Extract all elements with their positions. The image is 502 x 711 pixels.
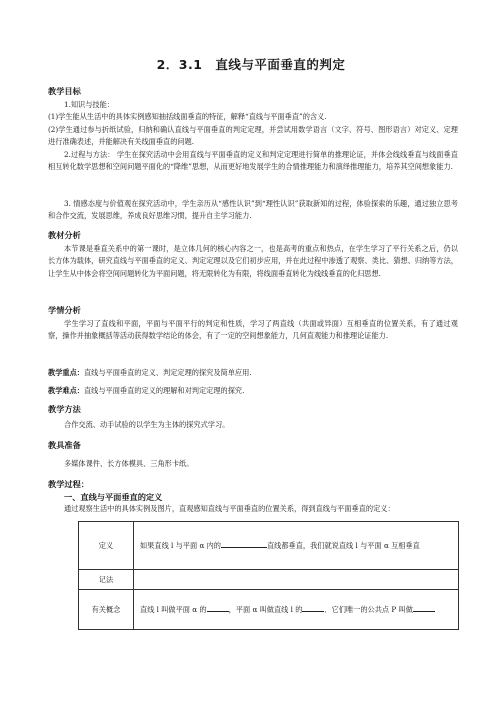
concepts-text-b: ，平面 α 叫做直线 l 的 (228, 605, 303, 614)
method-text: 合作交流、动手试验的以学生为主体的探究式学习。 (64, 420, 230, 429)
objective-1a: (1)学生能从生活中的具体实例感知抽括线面垂直的特征，解释“直线与平面垂直”的含义. (48, 112, 327, 121)
blank-perpendicular[interactable] (207, 603, 229, 612)
blank-perpendicular-plane[interactable] (302, 603, 324, 612)
concepts-text-a: 直线 l 叫做平面 α 的 (140, 605, 207, 614)
row-head-notation: 记法 (79, 570, 134, 590)
concepts-text-c: ．它们唯一的公共点 P 叫做 (324, 605, 413, 614)
table-row (79, 570, 459, 590)
definition-text-a: 如果直线 l 与平面 α 内的 (140, 541, 221, 550)
row-head-concepts: 有关概念 (79, 590, 134, 630)
row-head-definition: 定义 (79, 522, 134, 570)
material-heading: 教材分析 (48, 230, 81, 240)
students-text: 学生学习了直线和平面，平面与平面平行的判定和性质，学习了两直线（共面或异面）互相垂直的位置关系，有了通过观察，操作并抽象概括等活动获得数学结论的体会，有了一定的空间想象能力，几何直观能力和推理论证能力. (48, 319, 458, 341)
key-label: 教学重点： (48, 368, 84, 377)
process-heading: 教学过程： (48, 479, 89, 489)
blank-any[interactable] (221, 539, 267, 548)
table-row (79, 522, 459, 570)
difficulty-label: 教学难点： (48, 386, 84, 395)
blank-foot[interactable] (413, 603, 435, 612)
objective-2: 2.过程与方法： 学生在探究活动中会用直线与平面垂直的定义和判定定理进行简单的推理论证，并体会线线垂直与线面垂直相互转化数学思想和空间问题平面化的“降维”思想，从而更好地发展学生的合情推理能力和演绎推理能力，培养其空间想象能力. (48, 150, 458, 172)
material-text: 本节课是垂直关系中的第一课时，是立体几何的核心内容之一，也是高考的重点和热点，在学生学习了平行关系之后，仍以长方体为载体，研究直线与平面垂直的定义、判定定理以及它们初步应用，并在此过程中渗透了观察、类比、猜想、归纳等方法，让学生从中体会将空间问题转化为平面问题，将无限转化为有限，将线面垂直转化为线线垂直的化归思想. (48, 244, 458, 278)
key-point (48, 367, 458, 379)
key-text: 直线与平面垂直的定义、判定定理的探究及简单应用. (83, 368, 252, 377)
concepts-cell (134, 590, 459, 630)
definition-cell (134, 522, 459, 570)
prep-text: 多媒体课件、长方体模具、三角形卡纸。 (64, 459, 194, 468)
process-sub-heading: 一、直线与平面垂直的定义 (64, 492, 163, 502)
difficulty-text: 直线与平面垂直的定义的理解和对判定定理的探究. (83, 386, 245, 395)
process-intro: 通过观察生活中的具体实例及图片，直观感知直线与平面垂直的位置关系，得到直线与平面垂直的定义： (64, 504, 395, 513)
prep-heading: 教具准备 (48, 440, 81, 450)
students-heading: 学情分析 (48, 305, 81, 315)
table-row (79, 590, 459, 630)
difficulty-point (48, 385, 458, 397)
definition-table (78, 521, 459, 630)
objective-1b: (2)学生通过参与折纸试验，归纳和确认直线与平面垂直的判定定理，并尝试用数学语言（文字、符号、图形语言）对定义、定理进行准确表述，并能解决有关线面垂直的问题. (48, 125, 458, 147)
objectives-heading: 教学目标 (48, 86, 81, 96)
notation-cell (134, 570, 459, 590)
objective-3: 3. 情感态度与价值观在探究活动中，学生亲历从“感性认识”到“理性认识”获取新知的过程，体验探索的乐趣，通过独立思考和合作交流，发展思维，养成良好思维习惯，提升自主学习能力. (48, 199, 458, 221)
objective-1: 1.知识与技能： (64, 100, 114, 109)
definition-text-b: 直线都垂直，我们就说直线 l 与平面 α 互相垂直 (266, 541, 420, 550)
method-heading: 教学方法 (48, 404, 81, 414)
page-title: 2．3.1 直线与平面垂直的判定 (156, 57, 346, 72)
